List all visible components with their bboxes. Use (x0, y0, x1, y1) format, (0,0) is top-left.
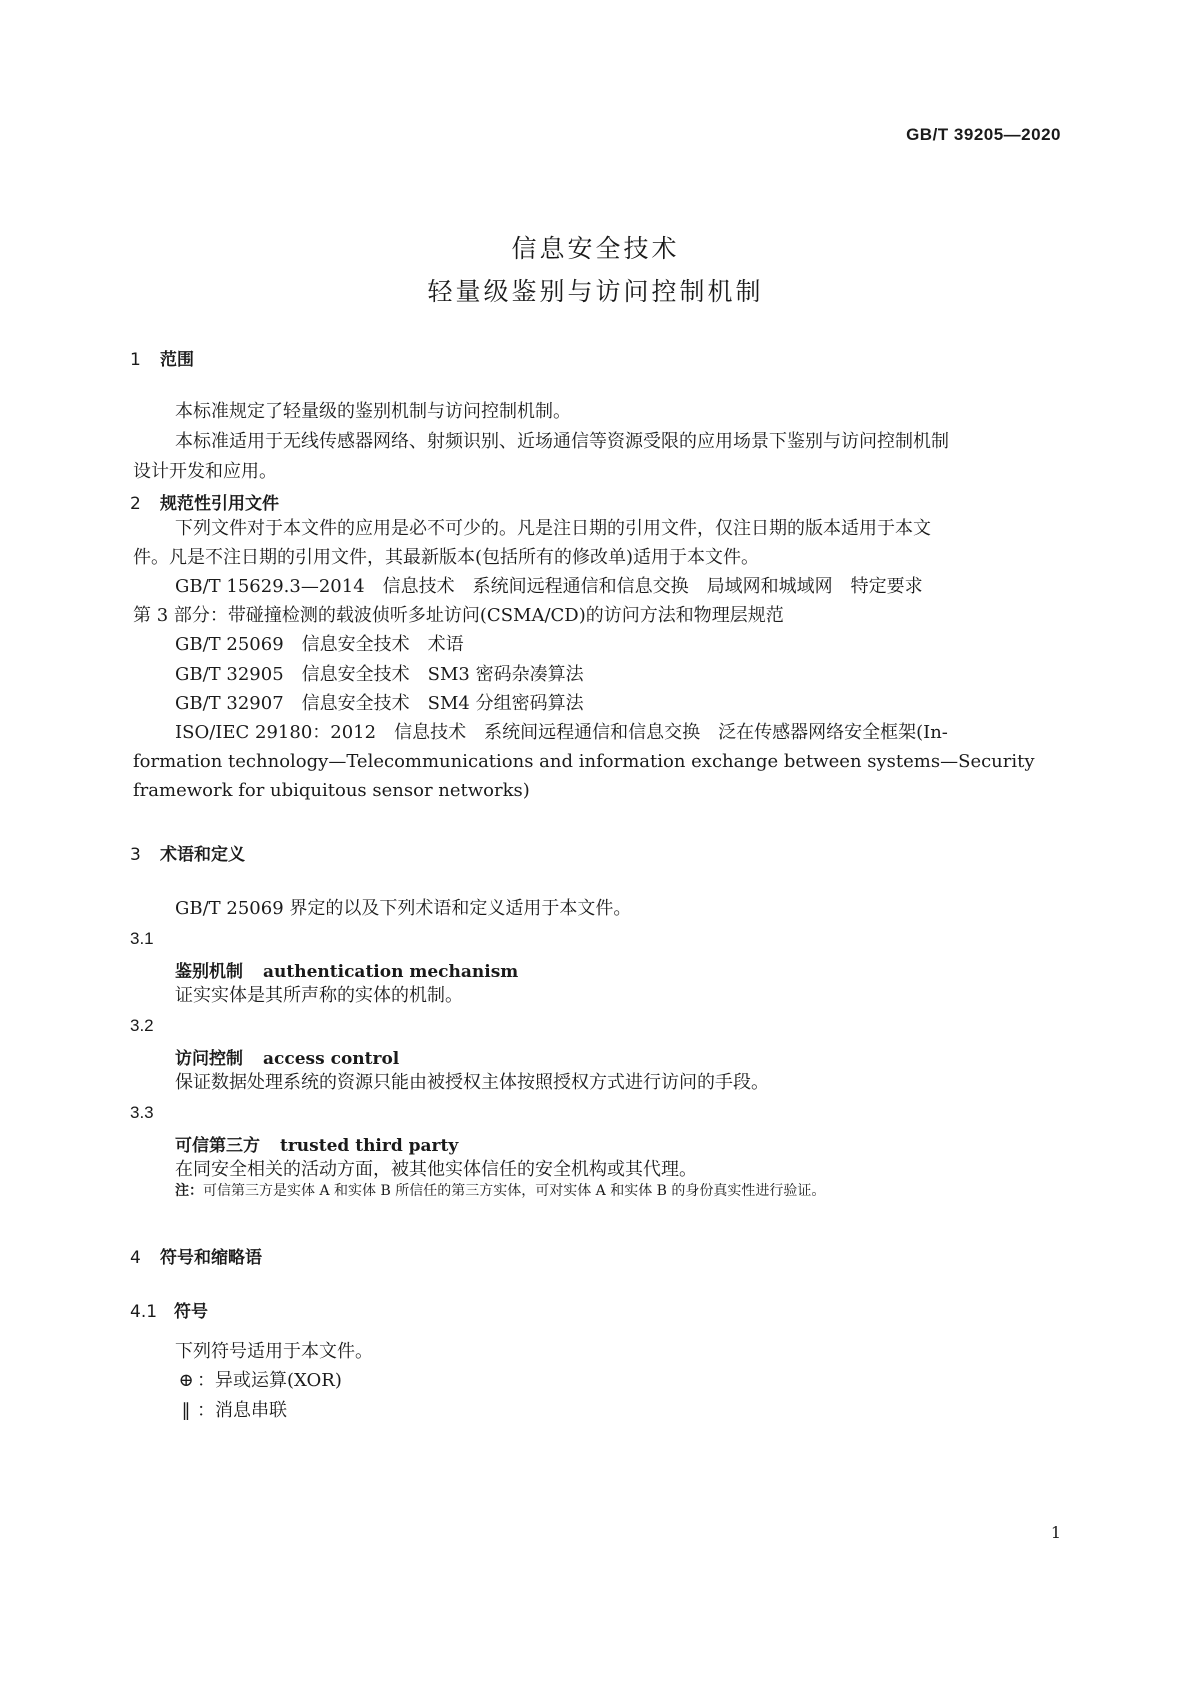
subsection-4-1-heading (130, 1297, 208, 1322)
reference-item: GB/T 32905 信息安全技术 SM3 密码杂凑算法 (175, 664, 584, 685)
term-en: authentication mechanism (263, 962, 519, 982)
paragraph: 设计开发和应用。 (133, 461, 277, 482)
document-title-line-1: 信息安全技术 (511, 234, 680, 263)
concat-symbol: ‖ (181, 1400, 191, 1421)
paragraph: 件。凡是不注日期的引用文件，其最新版本(包括所有的修改单)适用于本文件。 (133, 547, 760, 568)
section-number: 2 (130, 494, 141, 514)
section-2-heading (130, 489, 279, 514)
xor-symbol: ⊕ (178, 1370, 194, 1391)
document-title-line-2: 轻量级鉴别与访问控制机制 (427, 277, 764, 306)
term-note (175, 1180, 825, 1200)
paragraph: 下列文件对于本文件的应用是必不可少的。凡是注日期的引用文件，仅注日期的版本适用于本文 (175, 518, 931, 539)
reference-item: framework for ubiquitous sensor networks) (133, 780, 530, 801)
paragraph: 下列符号适用于本文件。 (175, 1341, 373, 1362)
reference-item: GB/T 15629.3—2014 信息技术 系统间远程通信和信息交换 局域网和城域网 特定要求 (175, 576, 923, 597)
term-definition: 在同安全相关的活动方面，被其他实体信任的安全机构或其代理。 (175, 1159, 697, 1180)
paragraph: GB/T 25069 界定的以及下列术语和定义适用于本文件。 (175, 898, 632, 919)
term-heading (175, 1131, 458, 1156)
section-1-heading (130, 345, 194, 370)
symbol-item (175, 1366, 342, 1396)
reference-item: 第 3 部分：带碰撞检测的载波侦听多址访问(CSMA/CD)的访问方法和物理层规范 (133, 605, 784, 626)
section-3-heading (130, 840, 245, 865)
term-number: 3.2 (130, 1016, 154, 1035)
standard-code: GB/T 39205—2020 (906, 125, 1061, 144)
note-text: 可信第三方是实体 A 和实体 B 所信任的第三方实体，可对实体 A 和实体 B 的身份真实性进行验证。 (203, 1183, 826, 1199)
symbol-item (175, 1396, 287, 1426)
section-title: 术语和定义 (160, 845, 245, 865)
subsection-number: 4.1 (130, 1302, 158, 1322)
section-number: 3 (130, 845, 141, 865)
term-heading (175, 957, 518, 982)
term-cn: 访问控制 (175, 1049, 243, 1069)
section-title: 符号和缩略语 (160, 1248, 262, 1268)
paragraph: 本标准适用于无线传感器网络、射频识别、近场通信等资源受限的应用场景下鉴别与访问控制机制 (175, 431, 949, 452)
term-en: trusted third party (280, 1136, 459, 1156)
section-number: 4 (130, 1248, 141, 1268)
reference-item: ISO/IEC 29180：2012 信息技术 系统间远程通信和信息交换 泛在传感器网络安全框架(In- (175, 722, 948, 743)
term-cn: 可信第三方 (175, 1136, 260, 1156)
term-cn: 鉴别机制 (175, 962, 243, 982)
section-4-heading (130, 1243, 262, 1268)
note-label: 注： (175, 1183, 203, 1199)
paragraph: 本标准规定了轻量级的鉴别机制与访问控制机制。 (175, 401, 571, 422)
subsection-title: 符号 (174, 1302, 208, 1322)
symbol-description: ：消息串联 (197, 1400, 287, 1421)
term-number: 3.3 (130, 1103, 154, 1122)
symbol-description: ：异或运算(XOR) (197, 1370, 342, 1391)
reference-item: formation technology—Telecommunications and information exchange between systems—Security (133, 751, 1035, 772)
section-title: 规范性引用文件 (160, 494, 279, 514)
term-definition: 证实实体是其所声称的实体的机制。 (175, 985, 463, 1006)
section-number: 1 (130, 350, 141, 370)
section-title: 范围 (160, 350, 194, 370)
term-number: 3.1 (130, 929, 154, 948)
term-en: access control (263, 1049, 400, 1069)
term-definition: 保证数据处理系统的资源只能由被授权主体按照授权方式进行访问的手段。 (175, 1072, 769, 1093)
reference-item: GB/T 25069 信息安全技术 术语 (175, 634, 464, 655)
reference-item: GB/T 32907 信息安全技术 SM4 分组密码算法 (175, 693, 584, 714)
term-heading (175, 1044, 399, 1069)
page-number: 1 (1050, 1523, 1061, 1542)
